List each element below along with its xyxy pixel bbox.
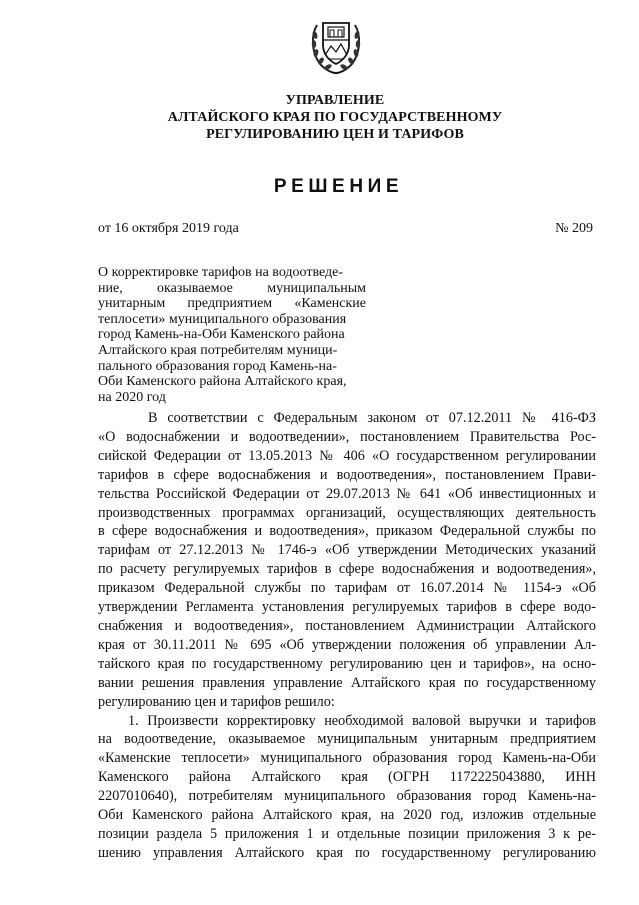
- body-line: Оби Каменского района Алтайского края, на 2020 год, изложив отдельные: [98, 807, 596, 824]
- body-line: снабжения и водоотведения», постановлением Администрации Алтайского: [98, 617, 596, 634]
- subject-line: город Камень-на-Оби Каменского района: [98, 327, 345, 343]
- body-line: позиции раздела 5 приложения 1 и отдельные позиции приложения 3 к ре-: [98, 825, 596, 842]
- body-line: тарифам от 27.12.2013 № 1746-э «Об утверждении Методических указаний: [98, 542, 596, 559]
- body-line: сийской Федерации от 13.05.2013 № 406 «О государственном регулировании: [98, 447, 596, 464]
- subject-line: пального образования город Камень-на-: [98, 358, 337, 374]
- org-line: УПРАВЛЕНИЕ: [285, 93, 385, 108]
- altai-krai-coat-of-arms-icon: [307, 15, 365, 75]
- body-line: вании решения правления управление Алтайского края по государственному: [98, 674, 596, 691]
- body-line: «О водоснабжении и водоотведении», постановлением Правительства Рос-: [98, 428, 596, 445]
- document-number: № 209: [555, 221, 593, 236]
- body-line: тайского края по государственному регулированию цен и тарифов», на осно-: [98, 655, 596, 672]
- document-date: от 16 октября 2019 года: [98, 221, 239, 236]
- subject-line: на 2020 год: [98, 389, 166, 405]
- body-line: производственных программах организаций, осуществляющих деятельность: [98, 504, 596, 521]
- body-line: тельства Российской Федерации от 29.07.2013 № 641 «Об инвестиционных и: [98, 485, 596, 502]
- issuing-organization: [130, 92, 540, 143]
- body-line: в сфере водоснабжения и водоотведения», приказом Федеральной службы по: [98, 523, 596, 540]
- body-line: по расчету регулируемых тарифов в сфере водоснабжения и водоотведения»,: [98, 561, 596, 578]
- org-line: РЕГУЛИРОВАНИЮ ЦЕН И ТАРИФОВ: [206, 127, 464, 142]
- body-line: на водоотведение, оказываемое муниципальным унитарным предприятием: [98, 731, 596, 748]
- body-line: края от 30.11.2011 № 695 «Об утверждении положения об управлении Ал-: [98, 636, 596, 653]
- body-line: 1. Произвести корректировку необходимой валовой выручки и тарифов: [128, 712, 596, 729]
- subject-line: Алтайского края потребителям муници-: [98, 342, 338, 358]
- subject-line: теплосети» муниципального образования: [98, 311, 347, 327]
- subject-line: О корректировке тарифов на водоотведе-: [98, 265, 344, 280]
- subject-line: ние, оказываемое муниципальным: [98, 280, 366, 296]
- body-line: В соответствии с Федеральным законом от 07.12.2011 № 416-ФЗ: [148, 410, 596, 426]
- body-line: приказом Федеральной службы по тарифам от 16.07.2014 № 1154-э «Об: [98, 580, 596, 597]
- document-type-title: РЕШЕНИЕ: [273, 176, 404, 197]
- org-line: АЛТАЙСКОГО КРАЯ ПО ГОСУДАРСТВЕННОМУ: [167, 110, 503, 125]
- body-line: регулированию цен и тарифов решило:: [98, 693, 335, 710]
- subject-line: унитарным предприятием «Каменские: [98, 296, 366, 312]
- body-line: Каменского района Алтайского края (ОГРН 1172225043880, ИНН: [98, 769, 596, 786]
- body-line: утверждении Регламента установления регулируемых тарифов в сфере водо-: [98, 599, 596, 616]
- body-line: «Каменские теплосети» муниципального образования город Камень-на-Оби: [98, 750, 596, 767]
- body-line: тарифов в сфере водоснабжения и водоотведения», постановлением Прави-: [98, 466, 596, 483]
- subject-line: Оби Каменского района Алтайского края,: [98, 374, 347, 390]
- document-body: [98, 409, 596, 863]
- body-line: 2207010640), потребителям муниципального образования город Камень-на-: [98, 788, 596, 805]
- body-line: шению управления Алтайского края по государственному регулированию: [98, 844, 596, 861]
- document-subject: [98, 265, 366, 405]
